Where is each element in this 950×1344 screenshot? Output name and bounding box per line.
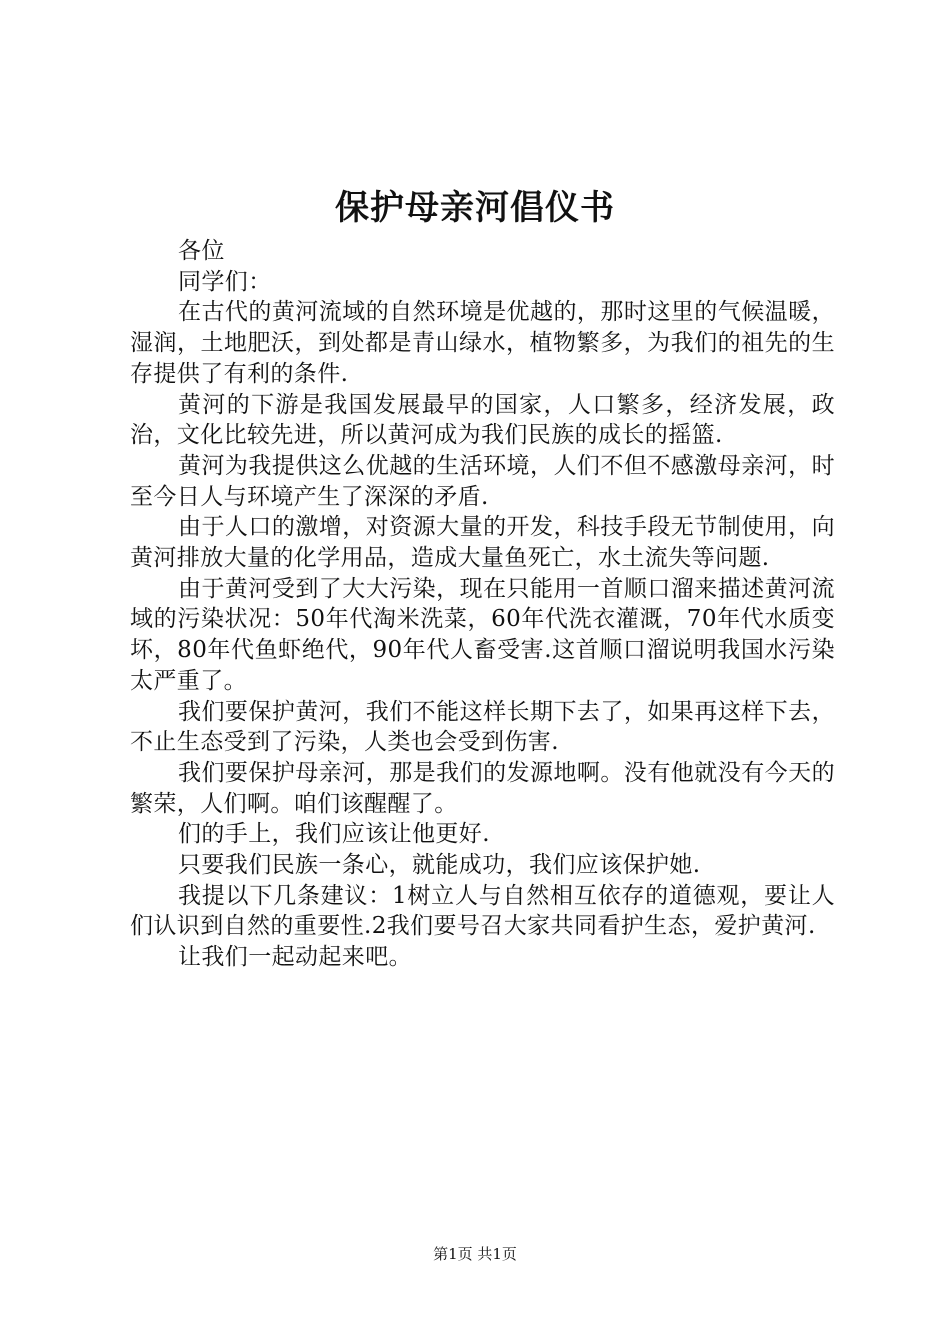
body-paragraph: 黄河为我提供这么优越的生活环境，人们不但不感激母亲河，时至今日人与环境产生了深深的矛盾. [130,452,835,510]
body-paragraph: 由于黄河受到了大大污染，现在只能用一首顺口溜来描述黄河流域的污染状况：50年代淘米洗菜，60年代洗衣灌溉，70年代水质变坏，80年代鱼虾绝代，90年代人畜受害.这首顺口溜说明我国水污染太严重了。 [130,575,835,694]
body-paragraph: 由于人口的激增，对资源大量的开发，科技手段无节制使用，向黄河排放大量的化学用品，造成大量鱼死亡，水土流失等问题. [130,514,835,572]
salutation-line-1: 各位 [178,238,225,264]
body-paragraph: 黄河的下游是我国发展最早的国家，人口繁多，经济发展，政治，文化比较先进，所以黄河成为我们民族的成长的摇篮. [130,391,835,449]
page-footer: 第1页 共1页 [433,1245,517,1263]
closing-paragraph: 让我们一起动起来吧。 [178,944,412,971]
body-paragraph: 我提以下几条建议：1树立人与自然相互依存的道德观，要让人们认识到自然的重要性.2我们要号召大家共同看护生态，爱护黄河. [130,882,835,940]
body-paragraph: 我们要保护母亲河，那是我们的发源地啊。没有他就没有今天的繁荣，人们啊。咱们该醒醒了。 [130,759,835,817]
body-paragraph: 在古代的黄河流域的自然环境是优越的，那时这里的气候温暖，湿润，土地肥沃，到处都是青山绿水，植物繁多，为我们的祖先的生存提供了有利的条件. [130,299,835,387]
body-paragraph: 只要我们民族一条心，就能成功，我们应该保护她. [178,852,701,879]
salutation-line-2: 同学们： [178,268,272,295]
document-title: 保护母亲河倡仪书 [335,188,615,228]
body-paragraph: 们的手上，我们应该让他更好. [178,821,490,848]
body-paragraph: 我们要保护黄河，我们不能这样长期下去了，如果再这样下去，不止生态受到了污染，人类也会受到伤害. [130,698,835,756]
document-body [130,236,835,973]
